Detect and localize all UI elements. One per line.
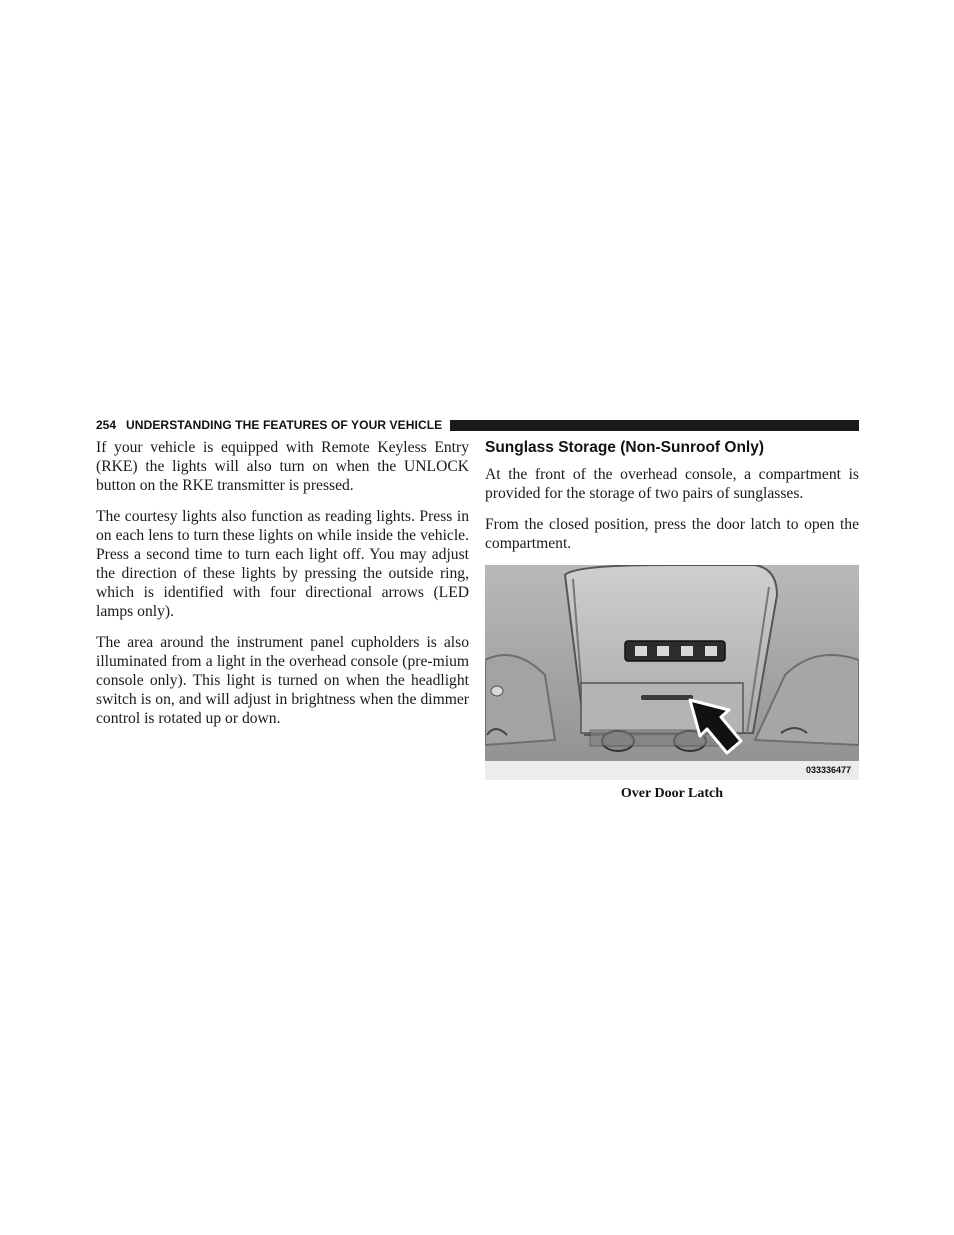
paragraph-cupholder-light: The area around the instrument panel cupholders is also illuminated from a light in the overhead console (pre-mium console only). This light is turned on when the headlight switch is on, and will adjust in brightness when the dimmer control is rotated up or down.	[96, 634, 469, 727]
chapter-title: UNDERSTANDING THE FEATURES OF YOUR VEHICLE	[126, 418, 443, 432]
right-column	[485, 438, 859, 802]
figure-caption: Over Door Latch	[620, 786, 724, 801]
section-heading: Sunglass Storage (Non-Sunroof Only)	[485, 439, 765, 456]
header-rule	[450, 420, 859, 431]
figure-id: 033336477	[805, 765, 851, 775]
page-number: 254	[96, 418, 117, 432]
left-column	[96, 438, 469, 740]
overhead-console-illustration	[485, 565, 859, 780]
paragraph-reading-lights: The courtesy lights also function as reading lights. Press in on each lens to turn these lights on while inside the vehicle. Press a second time to turn each light off. You may adjust the direction of these lights by pressing the outside ring, which is identified with four directional arrows (LED lamps only).	[96, 508, 469, 620]
paragraph-compartment: At the front of the overhead console, a compartment is provided for the storage of two pairs of sunglasses.	[485, 466, 859, 502]
overhead-console-figure	[485, 565, 859, 780]
paragraph-door-latch: From the closed position, press the door latch to open the compartment.	[485, 516, 859, 552]
page-header	[96, 417, 859, 433]
paragraph-rke-lights: If your vehicle is equipped with Remote Keyless Entry (RKE) the lights will also turn on when the UNLOCK button on the RKE transmitter is pressed.	[96, 439, 469, 494]
